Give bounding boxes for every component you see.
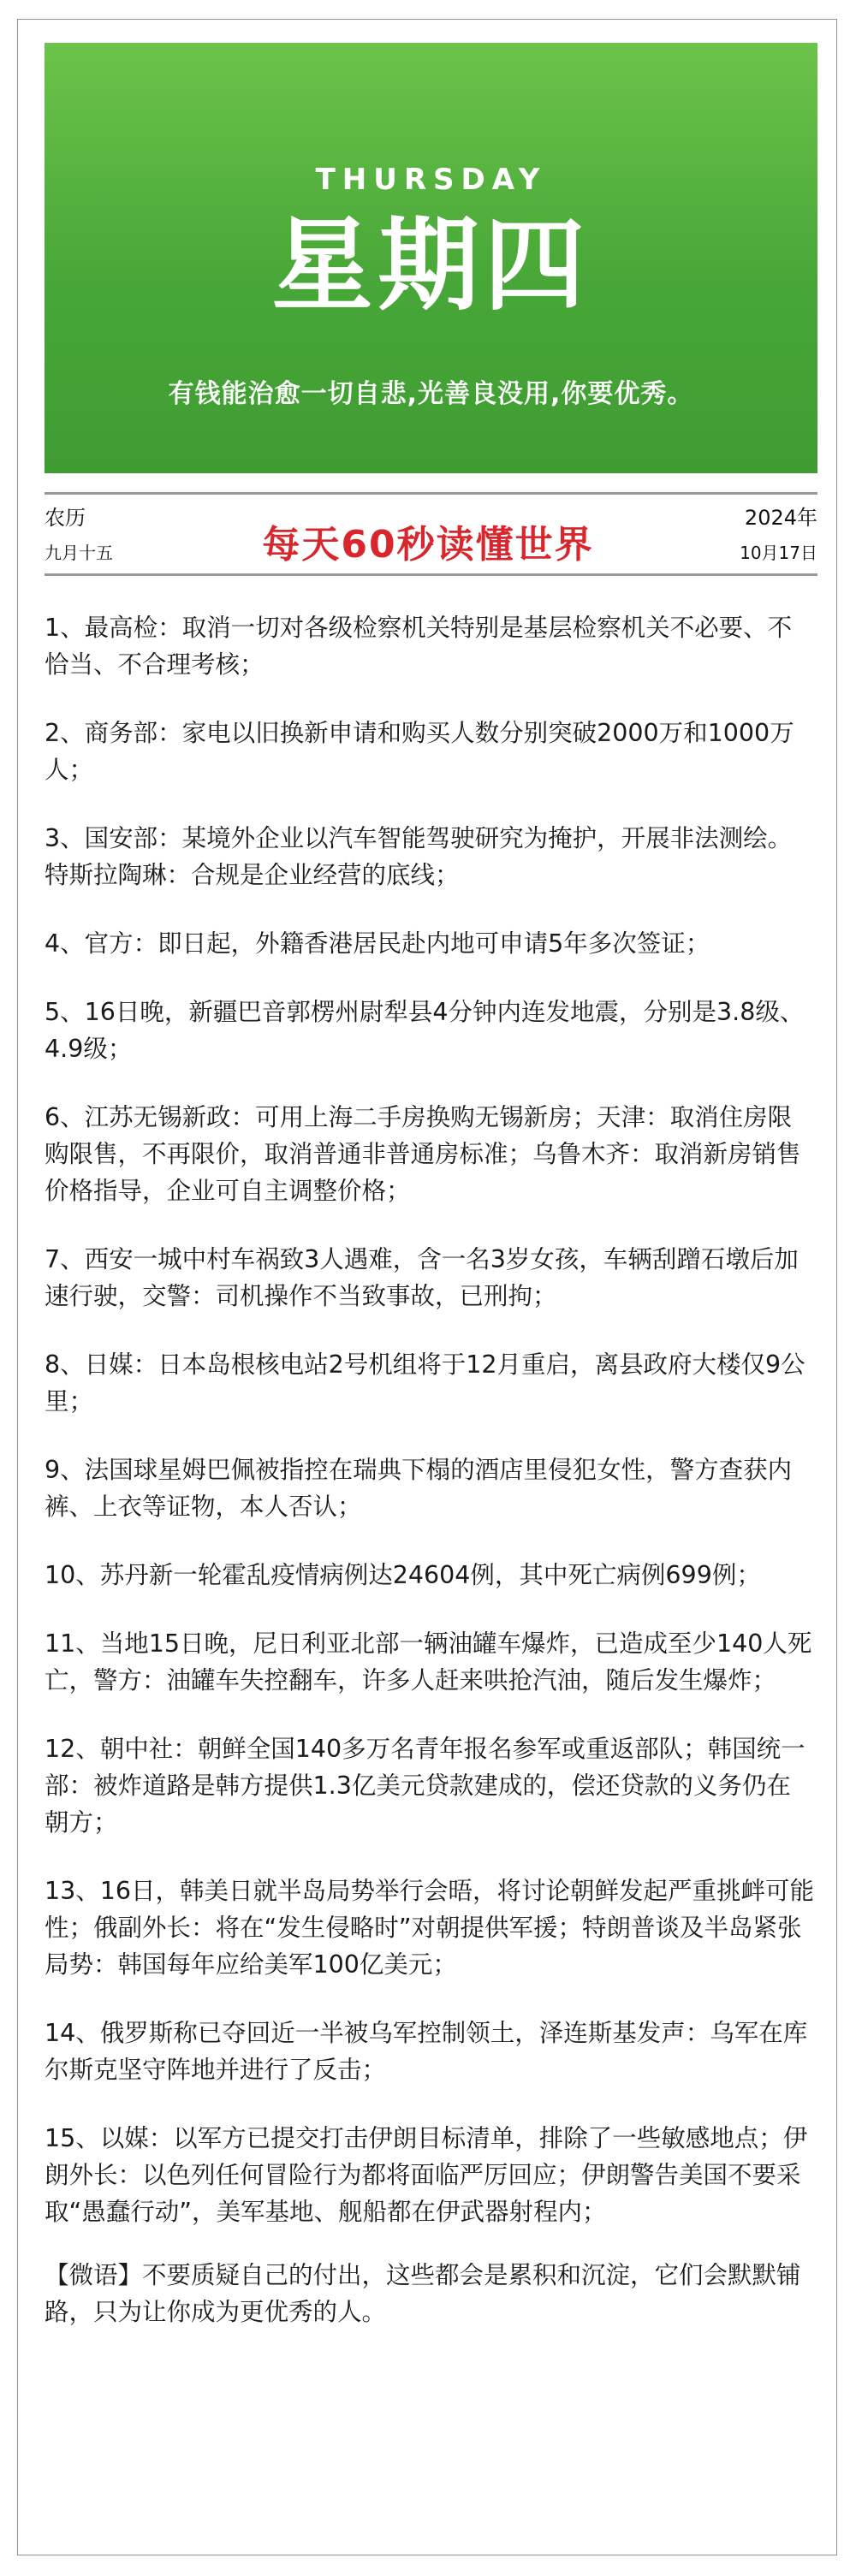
news-item: 5、16日晚，新疆巴音郭楞州尉犁县4分钟内连发地震，分别是3.8级、4.9级； xyxy=(45,998,805,1063)
news-item: 10、苏丹新一轮霍乱疫情病例达24604例，其中死亡病例699例； xyxy=(45,1561,761,1589)
header-rule-top xyxy=(45,492,817,495)
lunar-label: 农历 xyxy=(45,506,86,530)
day-banner xyxy=(45,43,817,473)
news-item: 7、西安一城中村车祸致3人遇难，含一名3岁女孩，车辆刮蹭石墩后加速行驶，交警：司机操作不当致事故，已刑拘； xyxy=(45,1245,799,1310)
news-item: 14、俄罗斯称已夺回近一半被乌军控制领土，泽连斯基发声：乌军在库尔斯克坚守阵地并进行了反击； xyxy=(45,2019,808,2084)
weekday-english: THURSDAY xyxy=(315,163,547,197)
weekday-chinese: 星期四 xyxy=(271,205,591,324)
news-item: 6、江苏无锡新政：可用上海二手房换购无锡新房；天津：取消住房限购限售，不再限价，取消普通非普通房标准；乌鲁木齐：取消新房销售价格指导，企业可自主调整价格； xyxy=(45,1103,801,1205)
page-title: 每天60秒读懂世界 xyxy=(262,523,594,567)
news-item: 13、16日，韩美日就半岛局势举行会晤，将讨论朝鲜发起严重挑衅可能性；俄副外长：将在“发生侵略时”对朝提供军援；特朗普谈及半岛紧张局势：韩国每年应给美军100亿美元； xyxy=(45,1877,815,1979)
month-day-label: 10月17日 xyxy=(740,543,817,563)
daily-quote: 【微语】不要质疑自己的付出，这些都会是累积和沉淀，它们会默默铺路，只为让你成为更优秀的人。 xyxy=(45,2261,801,2326)
news-item: 8、日媒：日本岛根核电站2号机组将于12月重启，离县政府大楼仅9公里； xyxy=(45,1350,805,1416)
news-item: 11、当地15日晚，尼日利亚北部一辆油罐车爆炸，已造成至少140人死亡，警方：油罐车失控翻车，许多人赶来哄抢汽油，随后发生爆炸； xyxy=(45,1629,812,1695)
news-item: 3、国安部：某境外企业以汽车智能驾驶研究为掩护，开展非法测绘。特斯拉陶琳：合规是企业经营的底线； xyxy=(45,824,793,889)
news-item: 1、最高检：取消一切对各级检察机关特别是基层检察机关不必要、不恰当、不合理考核； xyxy=(45,614,793,679)
banner-quote: 有钱能治愈一切自悲,光善良没用,你要优秀。 xyxy=(168,379,694,409)
lunar-date: 九月十五 xyxy=(45,543,113,563)
header-rule-bottom xyxy=(45,573,817,576)
year-label: 2024年 xyxy=(744,506,817,530)
news-item: 4、官方：即日起，外籍香港居民赴内地可申请5年多次签证； xyxy=(45,929,710,958)
news-item: 2、商务部：家电以旧换新申请和购买人数分别突破2000万和1000万人； xyxy=(45,719,794,784)
news-item: 15、以媒：以军方已提交打击伊朗目标清单，排除了一些敏感地点；伊朗外长：以色列任何冒险行为都将面临严厉回应；伊朗警告美国不要采取“愚蠢行动”，美军基地、舰船都在伊武器射程内； xyxy=(45,2124,808,2226)
news-item: 9、法国球星姆巴佩被指控在瑞典下榻的酒店里侵犯女性，警方查获内裤、上衣等证物，本人否认； xyxy=(45,1456,793,1521)
news-list xyxy=(45,609,815,2355)
news-item: 12、朝中社：朝鲜全国140多万名青年报名参军或重返部队；韩国统一部：被炸道路是韩方提供1.3亿美元贷款建成的，偿还贷款的义务仍在朝方； xyxy=(45,1735,805,1837)
